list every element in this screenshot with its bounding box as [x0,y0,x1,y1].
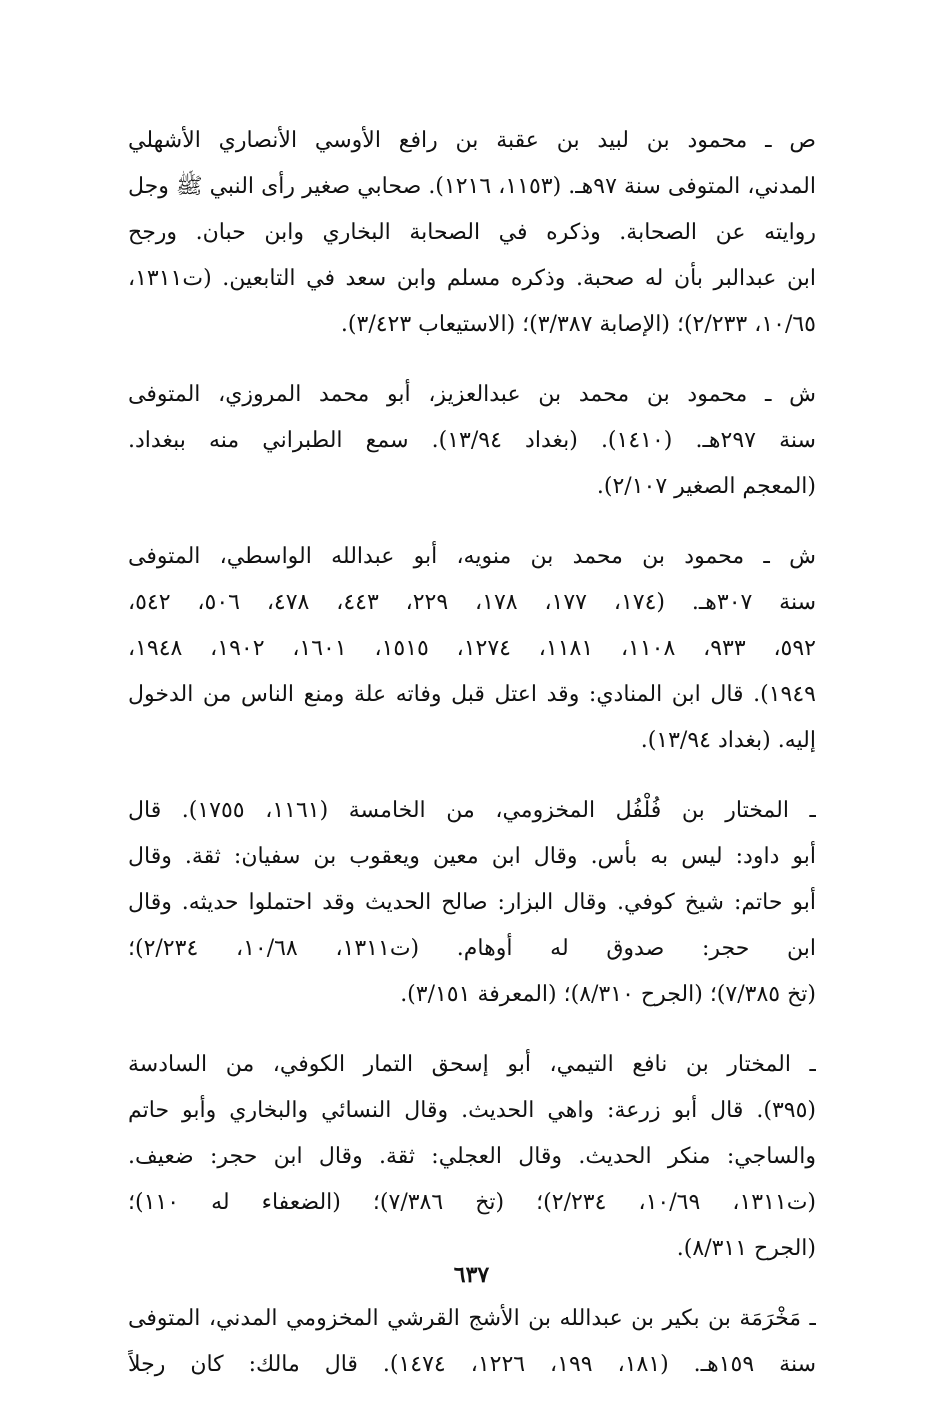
entry-line: روايته عن الصحابة. وذكره في الصحابة البخاري وابن حبان. ورجح [128,220,816,245]
entry-line: ـ المختار بن فُلْفُل المخزومي، من الخامسة (١١٦١، ١٧٥٥). قال [128,798,816,823]
entry-line: (تخ ٧/٣٨٥)؛ (الجرح ٨/٣١٠)؛ (المعرفة ٣/١٥١). [400,982,816,1007]
entry-line: أبو حاتم: شيخ كوفي. وقال البزار: صالح الحديث وقد احتملوا حديثه. وقال [128,890,816,915]
entry-al-mukhtar-ibn-nafi [128,1042,816,1272]
entry-line: ابن حجر: صدوق له أوهام. (ت١٣١١، ١٠/٦٨، ٢/٢٣٤)؛ [128,936,816,961]
entry-line: (٣٩٥). قال أبو زرعة: واهي الحديث. وقال النسائي والبخاري وأبو حاتم [128,1098,816,1123]
entry-line: ش ـ محمود بن محمد بن منويه، أبو عبدالله الواسطي، المتوفى [128,544,816,569]
page-text [128,118,816,1412]
entry-line: والساجي: منكر الحديث. وقال العجلي: ثقة. وقال ابن حجر: ضعيف. [128,1144,816,1169]
entry-line: (الجرح ٨/٣١١). [676,1236,816,1261]
entry-line: ش ـ محمود بن محمد بن عبدالعزيز، أبو محمد المروزي، المتوفى [128,382,816,407]
entry-line: ص ـ محمود بن لبيد بن عقبة بن رافع الأوسي الأنصاري الأشهلي [128,128,816,153]
entry-mahmud-ibn-muhammad-al-wasiti [128,534,816,764]
entry-line: المدني، المتوفى سنة ٩٧هـ. (١١٥٣، ١٢١٦). صحابي صغير رأى النبي ﷺ وجل [128,174,816,199]
entry-line: سنة ١٥٩هـ. (١٨١، ١٩٩، ١٢٢٦، ١٤٧٤). قال مالك: كان رجلاً [128,1352,816,1377]
entry-line: إليه. (بغداد ١٣/٩٤). [640,728,816,753]
entry-line: ـ المختار بن نافع التيمي، أبو إسحق التمار الكوفي، من السادسة [128,1052,816,1077]
entry-line: (ت١٣١١، ١٠/٦٩، ٢/٢٣٤)؛ (تخ ٧/٣٨٦)؛ (الضعفاء له ١١٠)؛ [128,1190,816,1215]
entry-line: سنة ٢٩٧هـ. (١٤١٠). (بغداد ١٣/٩٤). سمع الطبراني منه ببغداد. [128,428,816,453]
entry-mahmud-ibn-labid [128,118,816,348]
entry-makhrama-ibn-bukayr [128,1296,816,1388]
entry-mahmud-ibn-muhammad-al-marwazi [128,372,816,510]
entry-line: ابن عبدالبر بأن له صحبة. وذكره مسلم وابن سعد في التابعين. (ت١٣١١، [128,266,816,291]
entry-line: ٥٩٢، ٩٣٣، ١١٠٨، ١١٨١، ١٢٧٤، ١٥١٥، ١٦٠١، ١٩٠٢، ١٩٤٨، [128,636,816,661]
page-number: ٦٣٧ [453,1262,490,1288]
entry-line: ١٩٤٩). قال ابن المنادي: وقد اعتل قبل وفاته علة ومنع الناس من الدخول [128,682,816,707]
entry-line: (المعجم الصغير ٢/١٠٧). [596,474,816,499]
entry-line: أبو داود: ليس به بأس. وقال ابن معين ويعقوب بن سفيان: ثقة. وقال [128,844,816,869]
entry-line: سنة ٣٠٧هـ. (١٧٤، ١٧٧، ١٧٨، ٢٢٩، ٤٤٣، ٤٧٨، ٥٠٦، ٥٤٢، [128,590,816,615]
entry-line: ١٠/٦٥، ٢/٢٣٣)؛ (الإصابة ٣/٣٨٧)؛ (الاستيعاب ٣/٤٢٣). [340,312,816,337]
entry-al-mukhtar-ibn-fulful [128,788,816,1018]
entry-line: ـ مَخْرَمَة بن بكير بن عبدالله بن الأشج القرشي المخزومي المدني، المتوفى [128,1306,816,1331]
